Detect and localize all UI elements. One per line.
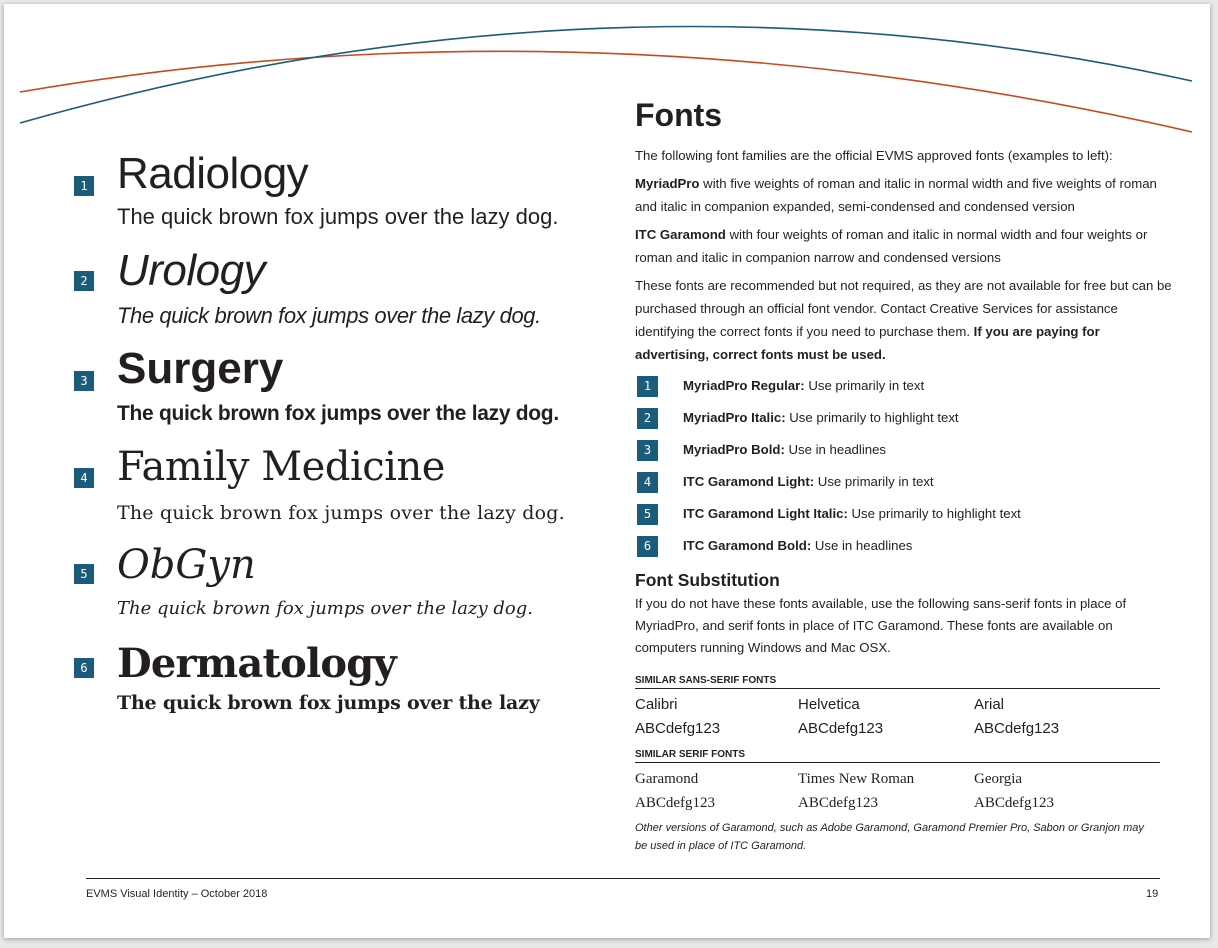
- font-cell: [798, 767, 914, 815]
- garamond-note: Other versions of Garamond, such as Adobe Garamond, Garamond Premier Pro, Sabon or Granjon may be used in place of ITC Garamond.: [635, 822, 1144, 853]
- sample-name: Radiology: [117, 149, 309, 198]
- list-number-badge: 5: [637, 504, 658, 525]
- recommend-text: These fonts are recommended but not required, as they are not available for free but can be purchased through an official font vendor. Contact Creative Services for assistance identifying the correct fonts if you need to purchase them.: [635, 278, 1172, 340]
- recommend-paragraph: [635, 274, 1175, 366]
- list-item: [635, 503, 1175, 535]
- list-item: [635, 407, 1175, 439]
- font-sample: ABCdefg123: [635, 795, 715, 812]
- page-title: Fonts: [635, 97, 723, 133]
- sample-name: ObGyn: [117, 542, 256, 588]
- list-item: [635, 471, 1175, 503]
- font-name: Garamond: [635, 771, 699, 788]
- font-cell: [798, 693, 883, 741]
- sample-pangram: The quick brown fox jumps over the lazy dog.: [117, 598, 533, 619]
- footer-divider: [86, 878, 1160, 879]
- font-use: Use primarily to highlight text: [847, 506, 1021, 522]
- sample-pangram: The quick brown fox jumps over the lazy dog.: [117, 303, 541, 328]
- sample-number-badge: 4: [74, 468, 94, 488]
- font-usage-list: [635, 375, 1175, 567]
- garamond-name: ITC Garamond: [635, 227, 726, 243]
- font-use: Use in headlines: [784, 442, 887, 458]
- recommend-bold: If you are paying for advertising, correct fonts must be used.: [635, 324, 1100, 363]
- list-number-badge: 3: [637, 440, 658, 461]
- table-row: [635, 689, 1175, 737]
- myriad-desc: with five weights of roman and italic in normal width and five weights of roman and italic in companion expanded, semi-condensed and condensed version: [635, 176, 1157, 215]
- garamond-desc: with four weights of roman and italic in normal width and four weights or roman and italic in companion narrow and condensed versions: [635, 227, 1148, 266]
- font-name: Times New Roman: [798, 771, 915, 788]
- sample-number-badge: 2: [74, 271, 94, 291]
- footer-title: EVMS Visual Identity – October 2018: [86, 888, 268, 900]
- sample-pangram: The quick brown fox jumps over the lazy: [117, 692, 540, 714]
- font-use: Use primarily in text: [814, 474, 934, 490]
- table-row: [635, 763, 1175, 811]
- list-number-badge: 4: [637, 472, 658, 493]
- sample-name: Urology: [117, 246, 266, 295]
- page-number: 19: [1146, 888, 1159, 900]
- substitution-title: Font Substitution: [635, 570, 780, 591]
- font-cell: [635, 767, 715, 815]
- font-name: Arial: [974, 696, 1005, 714]
- list-item: [635, 375, 1175, 407]
- sample-pangram: The quick brown fox jumps over the lazy dog.: [117, 402, 559, 425]
- sample-number-badge: 6: [74, 658, 94, 678]
- sample-pangram: The quick brown fox jumps over the lazy dog.: [117, 204, 559, 229]
- font-name: MyriadPro Regular:: [683, 378, 805, 394]
- font-substitution: [635, 567, 1175, 659]
- font-name: Calibri: [635, 696, 678, 714]
- font-sample: ABCdefg123: [798, 720, 884, 738]
- list-number-badge: 1: [637, 376, 658, 397]
- font-use: Use primarily to highlight text: [785, 410, 959, 426]
- myriad-description: [635, 172, 1175, 218]
- similar-sans-table: [635, 675, 1175, 737]
- fonts-intro: The following font families are the official EVMS approved fonts (examples to left):: [635, 148, 1113, 164]
- garamond-description: [635, 223, 1175, 269]
- sample-name: Dermatology: [117, 640, 396, 687]
- list-number-badge: 2: [637, 408, 658, 429]
- sample-pangram: The quick brown fox jumps over the lazy dog.: [117, 502, 565, 524]
- font-use: Use primarily in text: [804, 378, 925, 394]
- sample-name: Family Medicine: [117, 444, 445, 490]
- substitution-text: If you do not have these fonts available, use the following sans-serif fonts in place of MyriadPro, and serif fonts in place of ITC Garamond. These fonts are available on computers running Windows and Mac OSX.: [635, 596, 1127, 656]
- font-name: MyriadPro Bold:: [683, 442, 785, 458]
- font-use: Use in headlines: [811, 538, 913, 554]
- font-name: ITC Garamond Bold:: [683, 538, 812, 554]
- font-sample: ABCdefg123: [635, 720, 721, 738]
- font-name: ITC Garamond Light:: [683, 474, 815, 490]
- font-cell: [974, 693, 1059, 741]
- list-number-badge: 6: [637, 536, 658, 557]
- font-cell: [635, 693, 720, 741]
- sample-number-badge: 5: [74, 564, 94, 584]
- font-sample: ABCdefg123: [974, 795, 1054, 812]
- list-item: [635, 535, 1175, 567]
- font-sample: ABCdefg123: [798, 795, 878, 812]
- myriad-name: MyriadPro: [635, 176, 700, 192]
- fonts-section: [635, 96, 1175, 855]
- sample-number-badge: 1: [74, 176, 94, 196]
- font-name: ITC Garamond Light Italic:: [683, 506, 848, 522]
- font-name: Georgia: [974, 771, 1023, 788]
- list-item: [635, 439, 1175, 471]
- font-sample: ABCdefg123: [974, 720, 1060, 738]
- similar-sans-heading: SIMILAR SANS-SERIF FONTS: [635, 675, 1160, 689]
- font-name: Helvetica: [798, 696, 860, 714]
- font-cell: [974, 767, 1054, 815]
- similar-serif-heading: SIMILAR SERIF FONTS: [635, 749, 1160, 763]
- sample-name: Surgery: [117, 344, 284, 393]
- sample-number-badge: 3: [74, 371, 94, 391]
- similar-serif-table: [635, 749, 1175, 855]
- font-name: MyriadPro Italic:: [683, 410, 786, 426]
- document-page: [4, 4, 1210, 938]
